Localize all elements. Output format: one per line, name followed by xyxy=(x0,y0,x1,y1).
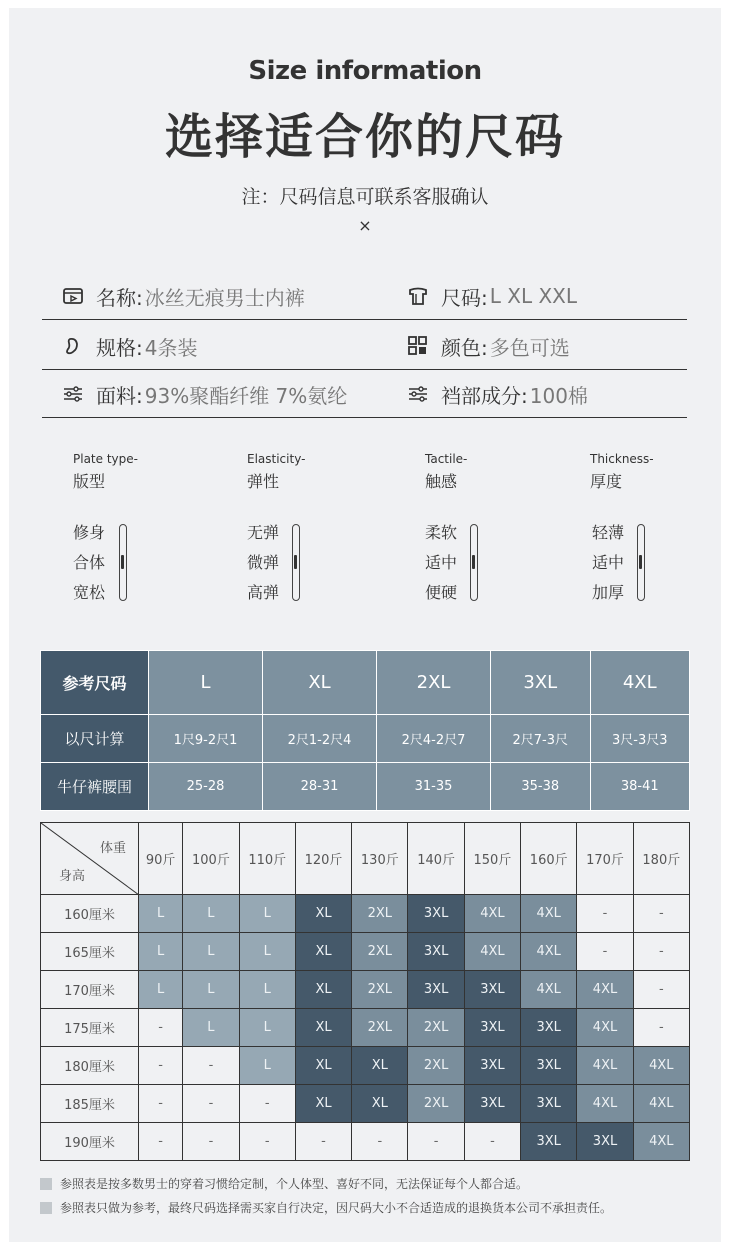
size-reference-table xyxy=(40,650,690,811)
bullet-square-icon xyxy=(40,1178,52,1190)
size-cell: 3XL xyxy=(521,1085,577,1123)
size-cell: - xyxy=(139,1123,183,1161)
size-cell: XL xyxy=(295,933,351,971)
table-cell: 2尺4-2尺7 xyxy=(377,715,491,763)
attr-cn-label: 厚度 xyxy=(590,472,623,491)
level-thumb xyxy=(472,555,475,569)
table-row xyxy=(41,1047,690,1085)
weight-header: 100斤 xyxy=(183,823,239,895)
size-cell: 3XL xyxy=(521,1123,577,1161)
size-cell: 4XL xyxy=(633,1047,689,1085)
table-corner xyxy=(41,823,139,895)
info-spec xyxy=(62,322,197,370)
height-label: 165厘米 xyxy=(41,933,139,971)
height-label: 185厘米 xyxy=(41,1085,139,1123)
size-cell: 4XL xyxy=(521,933,577,971)
height-label: 190厘米 xyxy=(41,1123,139,1161)
info-fabric-value: 93%聚酯纤维 7%氨纶 xyxy=(144,383,348,408)
size-cell: 2XL xyxy=(408,1047,464,1085)
attr-cn-label: 版型 xyxy=(73,472,106,491)
table-cell: 25-28 xyxy=(149,763,263,811)
size-cell: - xyxy=(464,1123,520,1161)
size-cell: L xyxy=(183,895,239,933)
size-cell: 3XL xyxy=(464,1009,520,1047)
weight-header: 130斤 xyxy=(352,823,408,895)
size-col: 3XL xyxy=(491,651,590,715)
size-cell: L xyxy=(139,933,183,971)
level-label: 适中 xyxy=(592,553,625,572)
size-cell: L xyxy=(239,895,295,933)
info-row-2 xyxy=(42,322,687,370)
level-label: 加厚 xyxy=(592,583,625,602)
attr-levels xyxy=(73,518,105,608)
size-cell: XL xyxy=(352,1047,408,1085)
weight-header: 110斤 xyxy=(239,823,295,895)
size-cell: - xyxy=(139,1085,183,1123)
level-label: 无弹 xyxy=(247,523,280,542)
attr-en-label: Thickness- xyxy=(590,452,654,466)
info-row-1 xyxy=(42,272,687,320)
weight-header: 140斤 xyxy=(408,823,464,895)
size-cell: XL xyxy=(295,1085,351,1123)
size-cell: - xyxy=(183,1123,239,1161)
attr-cn-label: 触感 xyxy=(425,472,458,491)
level-indicator xyxy=(470,524,478,601)
attr-en-label: Plate type- xyxy=(73,452,138,466)
info-row-3 xyxy=(42,370,687,418)
size-cell: 3XL xyxy=(521,1009,577,1047)
size-cell: XL xyxy=(295,1009,351,1047)
size-cell: - xyxy=(139,1009,183,1047)
footnote xyxy=(40,1199,612,1216)
table-cell: 2尺1-2尺4 xyxy=(263,715,377,763)
footnote xyxy=(40,1175,528,1192)
size-cell: XL xyxy=(295,895,351,933)
size-cell: 3XL xyxy=(464,1085,520,1123)
grid-icon xyxy=(407,335,429,357)
shirt-icon xyxy=(407,285,429,307)
size-cell: 4XL xyxy=(577,1047,633,1085)
size-cell: 3XL xyxy=(521,1047,577,1085)
size-cell: 4XL xyxy=(577,1009,633,1047)
info-crotch-value: 100棉 xyxy=(529,383,588,408)
size-cell: L xyxy=(239,971,295,1009)
table-row xyxy=(41,1123,690,1161)
info-crotch xyxy=(407,370,588,418)
attr-tactile xyxy=(425,452,468,602)
level-thumb xyxy=(121,555,124,569)
size-cell: L xyxy=(183,933,239,971)
sliders-icon xyxy=(407,383,429,405)
size-cell: - xyxy=(183,1047,239,1085)
size-cell: - xyxy=(139,1047,183,1085)
title-english: Size information xyxy=(248,56,482,86)
size-cell: L xyxy=(239,1047,295,1085)
size-cell: 3XL xyxy=(408,933,464,971)
info-size xyxy=(407,272,577,320)
size-cell: L xyxy=(183,971,239,1009)
level-label: 适中 xyxy=(425,553,458,572)
size-cell: 3XL xyxy=(408,895,464,933)
size-cell: 3XL xyxy=(408,971,464,1009)
size-col: L xyxy=(149,651,263,715)
table-cell: 28-31 xyxy=(263,763,377,811)
size-cell: - xyxy=(408,1123,464,1161)
size-cell: 4XL xyxy=(464,933,520,971)
info-color-value: 多色可选 xyxy=(489,335,570,360)
size-cell: XL xyxy=(352,1085,408,1123)
title-chinese: 选择适合你的尺码 xyxy=(164,109,565,165)
close-mark: × xyxy=(358,216,372,235)
row-label: 以尺计算 xyxy=(41,715,149,763)
footnote-text: 参照表是按多数男士的穿着习惯给定制，个人体型、喜好不同，无法保证每个人都合适。 xyxy=(60,1177,529,1191)
size-cell: 4XL xyxy=(633,1085,689,1123)
table-cell: 35-38 xyxy=(491,763,590,811)
size-cell: L xyxy=(139,895,183,933)
level-indicator xyxy=(119,524,127,601)
weight-header: 150斤 xyxy=(464,823,520,895)
size-cell: XL xyxy=(295,971,351,1009)
size-cell: - xyxy=(577,895,633,933)
table-cell: 1尺9-2尺1 xyxy=(149,715,263,763)
size-cell: 3XL xyxy=(464,1047,520,1085)
size-cell: L xyxy=(183,1009,239,1047)
level-label: 微弹 xyxy=(247,553,280,572)
height-label: 160厘米 xyxy=(41,895,139,933)
info-fabric-label: 面料: xyxy=(96,383,143,408)
level-label: 便硬 xyxy=(425,583,458,602)
level-label: 合体 xyxy=(73,553,106,572)
size-cell: XL xyxy=(295,1047,351,1085)
size-cell: - xyxy=(352,1123,408,1161)
size-cell: 4XL xyxy=(521,971,577,1009)
info-size-value: L XL XXL xyxy=(489,284,577,308)
level-label: 修身 xyxy=(73,523,106,542)
size-cell: 3XL xyxy=(577,1123,633,1161)
attr-levels xyxy=(247,518,279,608)
weight-header: 180斤 xyxy=(633,823,689,895)
size-cell: 2XL xyxy=(352,1009,408,1047)
info-size-label: 尺码: xyxy=(441,285,488,310)
size-cell: 2XL xyxy=(352,971,408,1009)
level-indicator xyxy=(292,524,300,601)
corner-diagonal xyxy=(41,823,139,895)
tag-icon xyxy=(62,285,84,307)
level-label: 轻薄 xyxy=(592,523,625,542)
size-cell: 4XL xyxy=(577,1085,633,1123)
size-cell: 4XL xyxy=(521,895,577,933)
size-cell: - xyxy=(577,933,633,971)
size-cell: 4XL xyxy=(633,1123,689,1161)
size-cell: - xyxy=(633,895,689,933)
attr-cn-label: 弹性 xyxy=(247,472,280,491)
bullet-square-icon xyxy=(40,1202,52,1214)
info-fabric xyxy=(62,370,347,418)
attr-elasticity xyxy=(247,452,306,602)
attr-levels xyxy=(425,518,457,608)
table-cell: 3尺-3尺3 xyxy=(590,715,689,763)
corner-weight-label: 体重 xyxy=(99,841,126,856)
size-cell: 3XL xyxy=(464,971,520,1009)
attr-plate-type xyxy=(73,452,138,602)
table-row xyxy=(41,1085,690,1123)
size-cell: L xyxy=(239,1009,295,1047)
level-indicator xyxy=(637,524,645,601)
level-label: 高弹 xyxy=(247,583,280,602)
height-weight-table xyxy=(40,822,690,1161)
attr-levels xyxy=(592,518,624,608)
table-row xyxy=(41,933,690,971)
weight-header: 90斤 xyxy=(139,823,183,895)
sliders-icon xyxy=(62,383,84,405)
table-row xyxy=(41,895,690,933)
info-name-value: 冰丝无痕男士内裤 xyxy=(144,285,305,310)
size-cell: - xyxy=(239,1123,295,1161)
table-row xyxy=(41,1009,690,1047)
table-cell: 38-41 xyxy=(590,763,689,811)
table-row xyxy=(41,971,690,1009)
info-spec-value: 4条装 xyxy=(144,335,198,360)
size-cell: 2XL xyxy=(352,933,408,971)
weight-header: 120斤 xyxy=(295,823,351,895)
info-name-label: 名称: xyxy=(96,285,143,310)
size-cell: - xyxy=(183,1085,239,1123)
info-color xyxy=(407,322,570,370)
footnote-text: 参照表只做为参考，最终尺码选择需买家自行决定，因尺码大小不合适造成的退换货本公司不承担责任。 xyxy=(60,1201,613,1215)
corner-height-label: 身高 xyxy=(59,869,86,884)
level-label: 柔软 xyxy=(425,523,458,542)
height-label: 175厘米 xyxy=(41,1009,139,1047)
attr-en-label: Elasticity- xyxy=(247,452,306,466)
size-cell: - xyxy=(633,1009,689,1047)
size-cell: 4XL xyxy=(577,971,633,1009)
level-thumb xyxy=(639,555,642,569)
size-col: XL xyxy=(263,651,377,715)
table-cell: 2尺7-3尺 xyxy=(491,715,590,763)
size-cell: - xyxy=(295,1123,351,1161)
size-header: 参考尺码 xyxy=(41,651,149,715)
info-name xyxy=(62,272,305,320)
height-label: 180厘米 xyxy=(41,1047,139,1085)
size-cell: 4XL xyxy=(464,895,520,933)
info-crotch-label: 裆部成分: xyxy=(441,383,528,408)
size-cell: L xyxy=(239,933,295,971)
weight-header: 160斤 xyxy=(521,823,577,895)
size-cell: 2XL xyxy=(408,1009,464,1047)
level-label: 宽松 xyxy=(73,583,106,602)
weight-header: 170斤 xyxy=(577,823,633,895)
size-cell: 2XL xyxy=(408,1085,464,1123)
size-cell: 2XL xyxy=(352,895,408,933)
size-cell: - xyxy=(633,971,689,1009)
size-cell: - xyxy=(633,933,689,971)
attr-en-label: Tactile- xyxy=(425,452,468,466)
info-color-label: 颜色: xyxy=(441,335,488,360)
service-note: 注：尺码信息可联系客服确认 xyxy=(241,186,489,208)
foot-icon xyxy=(62,335,84,357)
size-col: 2XL xyxy=(377,651,491,715)
level-thumb xyxy=(294,555,297,569)
info-spec-label: 规格: xyxy=(96,335,143,360)
size-cell: - xyxy=(239,1085,295,1123)
height-label: 170厘米 xyxy=(41,971,139,1009)
attr-thickness xyxy=(590,452,654,602)
size-col: 4XL xyxy=(590,651,689,715)
size-cell: L xyxy=(139,971,183,1009)
row-label: 牛仔裤腰围 xyxy=(41,763,149,811)
table-cell: 31-35 xyxy=(377,763,491,811)
